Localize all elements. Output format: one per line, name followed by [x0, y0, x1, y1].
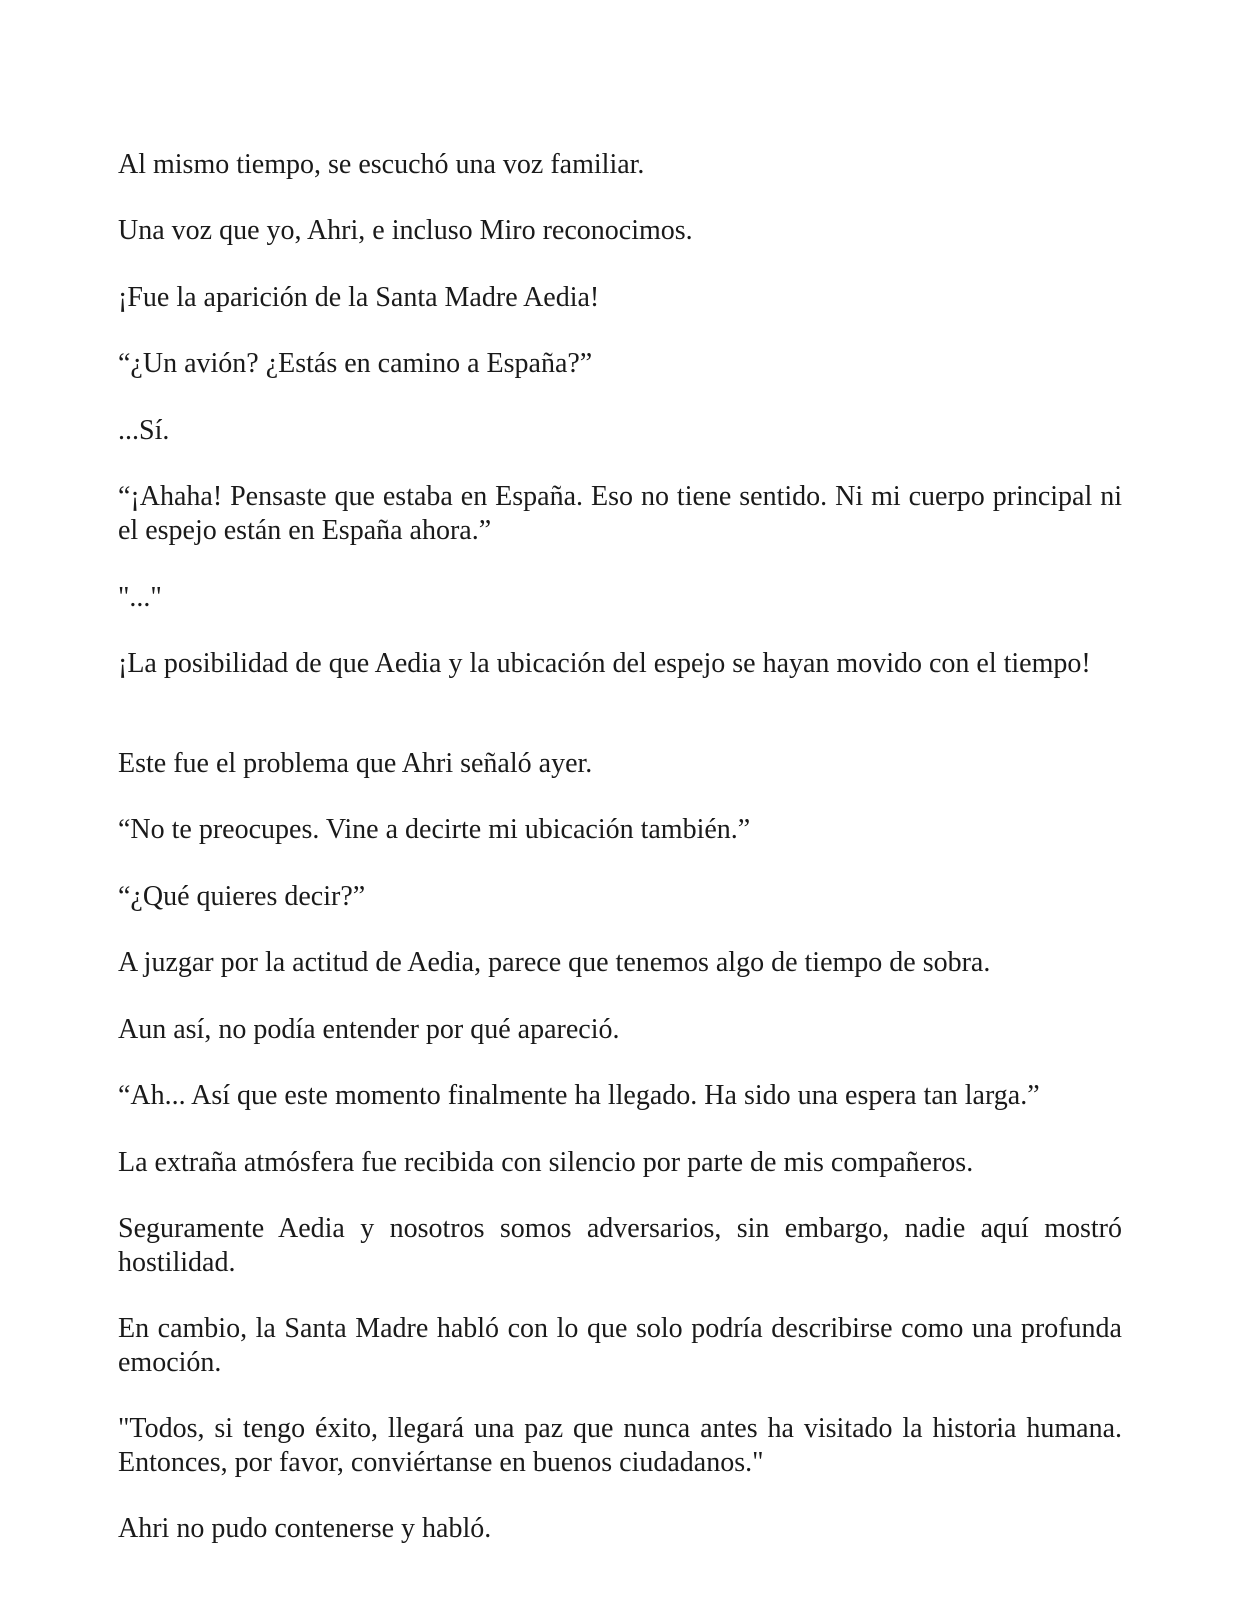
paragraph-8: ¡La posibilidad de que Aedia y la ubicación del espejo se hayan movido con el tiempo!	[118, 648, 1091, 679]
paragraph-18: "Todos, si tengo éxito, llegará una paz que nunca antes ha visitado la historia humana. Entonces, por favor, conviértanse en buenos ciudadanos."	[118, 1413, 1122, 1478]
paragraph-13: Aun así, no podía entender por qué apareció.	[118, 1014, 620, 1045]
paragraph-11: “¿Qué quieres decir?”	[118, 881, 366, 912]
paragraph-12: A juzgar por la actitud de Aedia, parece que tenemos algo de tiempo de sobra.	[118, 947, 991, 978]
paragraph-16: Seguramente Aedia y nosotros somos adversarios, sin embargo, nadie aquí mostró hostilidad.	[118, 1213, 1122, 1278]
paragraph-2: Una voz que yo, Ahri, e incluso Miro reconocimos.	[118, 215, 693, 246]
paragraph-7: "..."	[118, 582, 162, 613]
paragraph-3: ¡Fue la aparición de la Santa Madre Aedia!	[118, 282, 600, 313]
paragraph-14: “Ah... Así que este momento finalmente ha llegado. Ha sido una espera tan larga.”	[118, 1080, 1040, 1111]
paragraph-10: “No te preocupes. Vine a decirte mi ubicación también.”	[118, 814, 751, 845]
paragraph-15: La extraña atmósfera fue recibida con silencio por parte de mis compañeros.	[118, 1147, 974, 1178]
paragraph-9: Este fue el problema que Ahri señaló ayer.	[118, 748, 593, 779]
paragraph-4: “¿Un avión? ¿Estás en camino a España?”	[118, 348, 593, 379]
paragraph-6: “¡Ahaha! Pensaste que estaba en España. Eso no tiene sentido. Ni mi cuerpo principal ni el espejo están en España ahora.”	[118, 481, 1122, 546]
paragraph-19: Ahri no pudo contenerse y habló.	[118, 1513, 492, 1544]
paragraph-17: En cambio, la Santa Madre habló con lo que solo podría describirse como una profunda emoción.	[118, 1313, 1122, 1378]
paragraph-5: ...Sí.	[118, 415, 170, 446]
paragraph-1: Al mismo tiempo, se escuchó una voz familiar.	[118, 149, 645, 180]
